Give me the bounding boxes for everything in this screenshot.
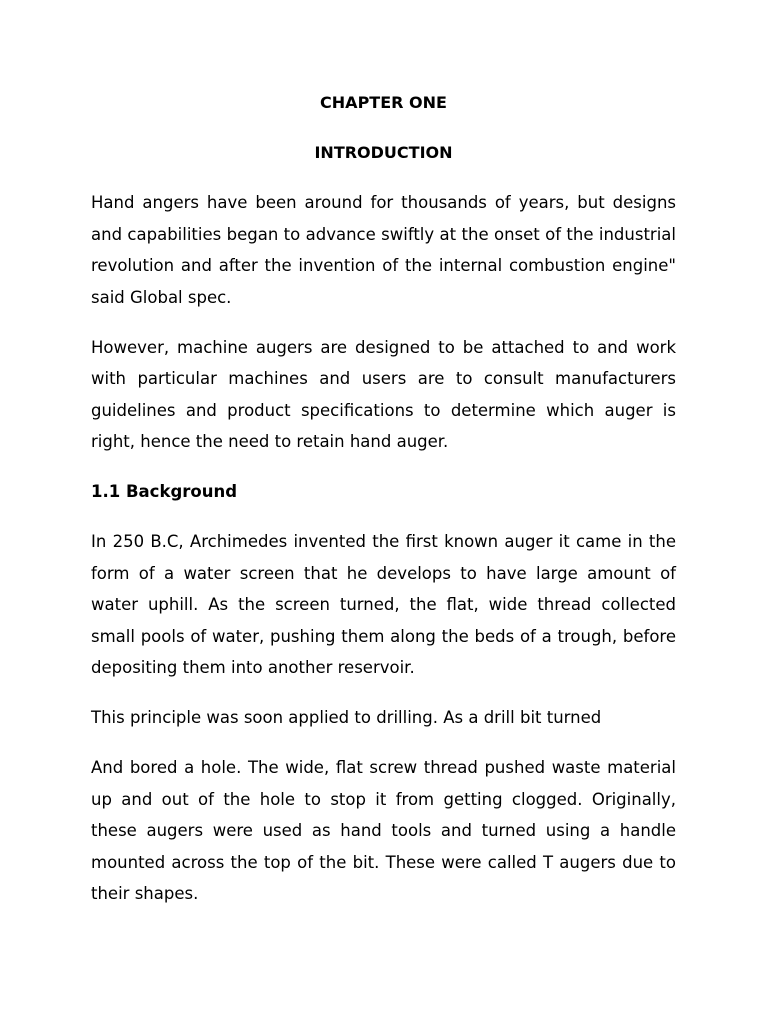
document-page xyxy=(91,88,676,928)
introduction-heading: INTRODUCTION xyxy=(314,143,453,162)
paragraph: In 250 B.C, Archimedes invented the first known auger it came in the form of a water screen that he develops to have large amount of water uphill. As the screen turned, the flat, wide thread collected small pools of water, pushing them along the beds of a trough, before depositing them into another reservoir. xyxy=(91,532,676,677)
paragraph: However, machine augers are designed to be attached to and work with particular machines and users are to consult manufacturers guidelines and product specifications to determine which auger is right, hence the need to retain hand auger. xyxy=(91,337,676,451)
paragraph: Hand angers have been around for thousands of years, but designs and capabilities began to advance swiftly at the onset of the industrial revolution and after the invention of the internal combustion engine" said Global spec. xyxy=(91,193,676,307)
chapter-heading: CHAPTER ONE xyxy=(320,93,447,112)
paragraph: And bored a hole. The wide, flat screw thread pushed waste material up and out of the hole to stop it from getting clogged. Originally, these augers were used as hand tools and turned using a handle mounted across the top of the bit. These were called T augers due to their shapes. xyxy=(91,758,676,903)
paragraph: This principle was soon applied to drilling. As a drill bit turned xyxy=(91,708,602,727)
section-heading: 1.1 Background xyxy=(91,482,238,501)
